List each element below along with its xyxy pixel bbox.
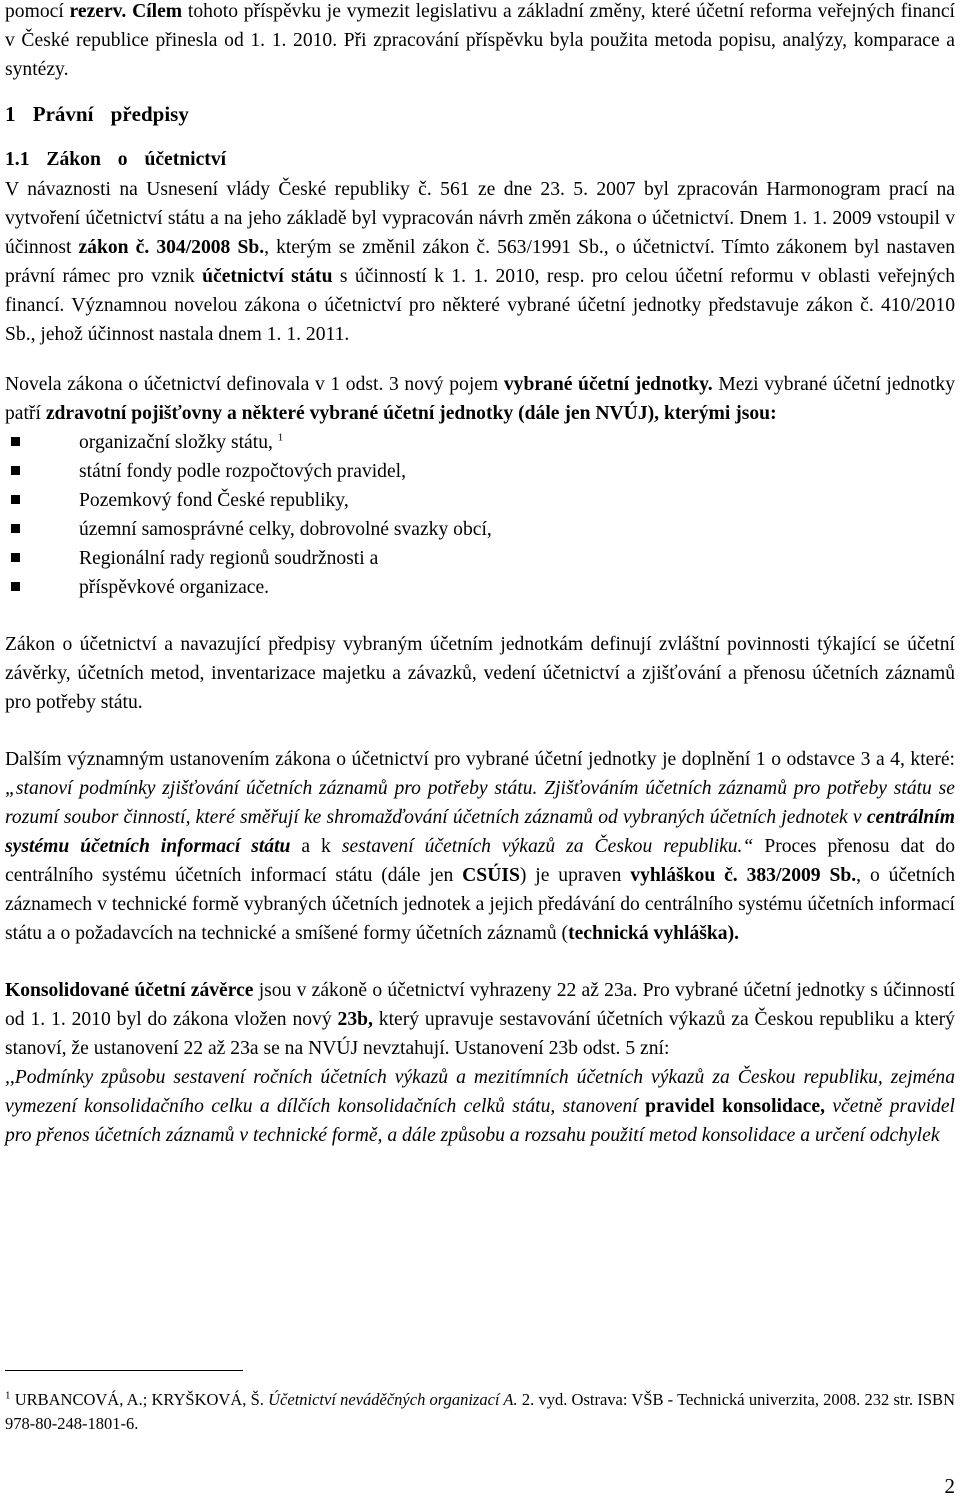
bold-text: vybrané účetní jednotky. [503,374,713,395]
bold-text: Konsolidované účetní závěrce [5,980,254,1001]
list-item [5,457,955,486]
intro-text: tohoto příspěvku je vymezit legislativu a základní změny, které účetní reforma veřejných financí v České republice přinesla od 1. 1. 2010. Při zpracování příspěvku byla použita metoda popisu, analýzy, komparace a syntézy. [5,1,956,80]
paragraph-povinnosti: Zákon o účetnictví a navazující předpisy vybraným účetním jednotkám definují zvláštní povinnosti týkající se účetní závěrky, účetních metod, inventarizace majetku a závazků, vedení účetnictví a zjišťování a přenosu účetních záznamů pro potřeby státu. [5,634,955,713]
bullet-square-icon [11,437,20,446]
footnote [5,1388,955,1436]
subsection-heading: 1.1 Zákon o účetnictví [5,149,227,170]
list-item-text: státní fondy podle rozpočtových pravidel, [79,461,407,482]
document-page [5,0,955,1150]
bold-text: zákon č. 304/2008 Sb. [78,237,265,258]
italic-text: „stanoví podmínky zjišťování účetních záznamů pro potřeby státu. Zjišťováním účetních záznamů pro potřeby státu se rozumí soubor činností, které směřují ke shromažďování účetních záznamů od vybraných účetních jednotek v [5,778,955,828]
italic-text: ,,Podmínky způsobu sestavení ročních účetních výkazů a mezitímních účetních výkazů za Českou republiku, zejména vymezení konsolidačního celku a dílčích konsolidačních celků státu, stanovení [5,1067,955,1117]
bold-text: technická vyhláška). [568,923,739,944]
text: V návaznosti na Usnesení vlády České republiky č. 561 ze dne 23. 5. 2007 byl zpracován Harmonogram prací na vytvoření účetnictví státu a na jeho základě byl vypracován návrh změn zákona o účetnictví. Dnem 1. 1. 2009 vstoupil v účinnost [5,179,955,258]
footnote-title: Účetnictví neváděčných organizací A. [268,1390,518,1409]
text: 22 až 23a se na NVÚJ nevztahují. Ustanovení [183,1038,549,1059]
paragraph-ustanoveni [5,745,955,948]
footnote-reference: 1 [277,431,284,444]
footnote-text: URBANCOVÁ, A.; KRYŠKOVÁ, Š. [10,1390,269,1409]
text: , o účetních záznamech v technické formě vybraných účetních jednotek a jejich předávání do centrálního systému účetních informací státu a o požadavcích na technické a smíšené formy účetních záznamů ( [5,865,955,944]
intro-paragraph [5,0,955,84]
bullet-square-icon [11,553,20,562]
section-heading: 1 Právní předpisy [5,102,189,126]
list-item [5,544,955,573]
bold-text: zdravotní pojišťovny a některé vybrané účetní jednotky (dále jen NVÚJ), kterými jsou: [45,403,777,424]
footnote-separator [5,1370,243,1371]
text: ) je upraven [519,865,631,886]
paragraph-novela [5,370,955,428]
footnote-number: 1 [5,1389,11,1402]
bullet-square-icon [11,582,20,591]
list-item-text: územní samosprávné celky, dobrovolné svazky obcí, [79,519,492,540]
text: Mezi vybrané účetní jednotky patří [5,374,956,424]
paragraph-citace [5,1063,955,1150]
text: který upravuje sestavování účetních výkazů za Českou republiku a který stanoví, že ustanovení [5,1009,955,1059]
bold-text: 23b, [337,1009,373,1030]
bold-text: CSÚIS [462,865,520,886]
page-number: 2 [944,1474,955,1498]
bullet-square-icon [11,524,20,533]
list-item-text: příspěvkové organizace. [79,577,270,598]
bold-text: pravidel konsolidace, [645,1096,825,1117]
text: 1 o odstavce 3 a 4, které: [755,749,955,770]
list-item [5,515,955,544]
text: Dalším významným ustanovením zákona o účetnictví pro vybrané účetní jednotky je doplnění [5,749,756,770]
list-item-text: Pozemkový fond České republiky, [79,490,349,511]
list-item-text: Regionální rady regionů soudržnosti a [79,548,379,569]
bold-text: vyhláškou č. 383/2009 Sb. [630,865,857,886]
bullet-square-icon [11,466,20,475]
text: 23b odst. 5 zní: [548,1038,670,1059]
text: 1 odst. 3 nový pojem [330,374,504,395]
text: Proces přenosu dat do centrálního systému účetních informací státu (dále jen [5,836,955,886]
nvuj-list [5,428,955,602]
italic-text: včetně pravidel pro přenos účetních záznamů v technické formě, a dále způsobu a rozsahu použití metod konsolidace a určení odchylek [5,1096,955,1146]
list-item [5,428,955,457]
text: a k [290,836,342,857]
footnote-text: 2. vyd. Ostrava: VŠB - Technická univerzita, 2008. 232 str. ISBN 978-80-248-1801-6. [5,1390,955,1433]
paragraph-zakon [5,175,955,349]
text: Novela zákona o účetnictví definovala v [5,374,331,395]
italic-text: sestavení účetních výkazů za Českou republiku.“ [341,836,754,857]
text: 23a. Pro vybrané účetní jednotky s účinností od 1. 1. 2010 byl do zákona vložen nový [5,980,955,1030]
text: s účinností k 1. 1. 2010, resp. pro celou účetní reformu v oblasti veřejných financí. Významnou novelou zákona o účetnictví pro některé vybrané účetní jednotky představuje zákon č. 410/2010 Sb., jehož účinnost nastala dnem 1. 1. 2011. [5,266,955,345]
text: 22 až [556,980,605,1001]
paragraph-konsolidace [5,976,955,1063]
intro-text: pomocí [5,1,70,22]
list-item [5,573,955,602]
list-item-text: organizační složky státu, [79,432,273,453]
intro-bold: Cílem [132,1,183,22]
bold-text: účetnictví státu [202,266,333,287]
text: , kterým se změnil zákon č. 563/1991 Sb., o účetnictví. Tímto zákonem byl nastaven právní rámec pro vznik [5,237,955,287]
intro-bold: rezerv. [69,1,127,22]
list-item [5,486,955,515]
text: jsou v zákoně o účetnictví vyhrazeny [253,980,557,1001]
bold-italic-text: centrálním systému účetních informací státu [5,807,955,857]
bullet-square-icon [11,495,20,504]
